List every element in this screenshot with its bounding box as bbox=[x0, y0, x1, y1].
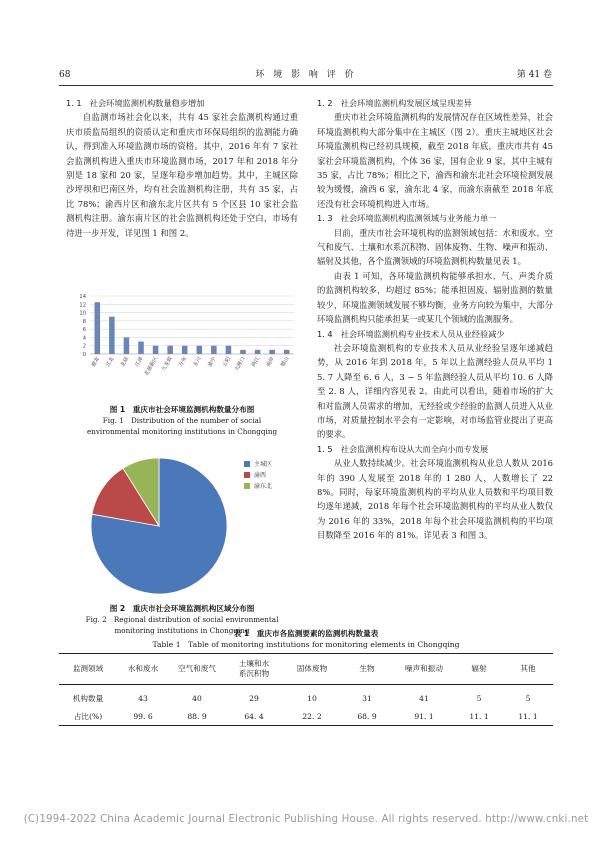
legend-swatch bbox=[244, 472, 250, 478]
table-cell: 5 bbox=[525, 693, 531, 703]
x-tick-label: 江北 bbox=[105, 356, 116, 368]
table-header-row bbox=[59, 654, 553, 685]
pie-chart-slices bbox=[91, 458, 227, 594]
page-number: 68 bbox=[59, 70, 71, 80]
bar-两江 bbox=[255, 350, 261, 354]
section-1-3-body-2: 由表 1 可知，各环境监测机构能够承担水、气、声类介质的监测机构较多，均超过 85%；能承担固废、辐射监测的数量较少，环境监测领域发展不够均衡，业务方向较为集中，大部分环境监测机构只能承担某一或某几个领域的监测服务。 bbox=[317, 270, 553, 325]
bar-北碚 bbox=[124, 337, 130, 354]
table-cell: 11. 1 bbox=[455, 707, 503, 726]
bar-江津 bbox=[138, 342, 144, 354]
copyright-footer: (C)1994-2022 China Academic Journal Electronic Publishing House. All rights reserved. http://www.cnki.net bbox=[23, 814, 589, 825]
table-1 bbox=[59, 653, 553, 726]
x-tick-label: 北碚 bbox=[119, 356, 131, 368]
table-cell: 机构数量 bbox=[72, 693, 104, 703]
section-1-3-heading: 1. 3 社会环境监测机构监测领域与业务能力单一 bbox=[317, 213, 497, 224]
bar-大渡口 bbox=[240, 350, 246, 354]
table-1-caption-en: Table 1 Table of monitoring institutions for monitoring elements in Chongqing bbox=[152, 640, 460, 649]
figure-1-bar-chart bbox=[66, 290, 298, 398]
section-1-5-heading: 1. 5 社会监测机构布设从大而全向小而专发展 bbox=[317, 443, 489, 454]
bar-chart-bars bbox=[95, 302, 290, 354]
table-cell: 64. 4 bbox=[225, 707, 283, 726]
table-cell: 占比(%) bbox=[59, 707, 117, 726]
table-cell: 29 bbox=[249, 693, 259, 703]
y-tick-label: 0 bbox=[82, 352, 86, 358]
bar-渝中 bbox=[211, 346, 217, 354]
legend-label: 渝西 bbox=[254, 472, 267, 479]
bar-chart-x-labels bbox=[89, 354, 291, 377]
bar-璧山 bbox=[284, 350, 290, 354]
table-cell: 其他 bbox=[503, 654, 553, 685]
table-cell: 68. 9 bbox=[341, 707, 393, 726]
left-column bbox=[66, 96, 298, 240]
table-cell: 固体废物 bbox=[283, 654, 341, 685]
bar-云阳 bbox=[226, 346, 232, 354]
table-cell: 11. 1 bbox=[503, 707, 553, 726]
table-cell: 88. 9 bbox=[169, 707, 225, 726]
figure-2-pie-chart bbox=[66, 450, 298, 598]
section-1-2-heading: 1. 2 社会环境监测机构发展区域呈现差异 bbox=[317, 98, 472, 108]
figure-1-caption bbox=[66, 404, 298, 437]
table-cell: 5 bbox=[476, 693, 482, 703]
y-tick-label: 6 bbox=[82, 327, 86, 334]
bar-万州 bbox=[182, 346, 188, 354]
table-cell: 91. 1 bbox=[393, 707, 455, 726]
section-1-5-body: 从业人数持续减少。社会环境监测机构从业总人数从 2016 年的 390 人发展至 2018 年的 1 280 人，人数增长了 228%。同时，每家环境监测机构的平均从业人员数和平均项目数均逐年递减，2018 年每个社会环境监测机构的平均从业人数仅为 2016 年的 33%，2018 年每个社会环境监测机构的平均项目数降至 2016 年的 81%。详见表 3 和图 3。 bbox=[317, 458, 553, 541]
table-cell: 99. 6 bbox=[117, 707, 169, 726]
y-tick-label: 4 bbox=[82, 335, 86, 342]
section-1-4-body: 社会环境监测机构的专业技术人员从业经验呈逐年递减趋势，从 2016 年到 2018 年，5 年以上监测经验人员从平均 15. 7 人降至 6. 6 人，3 ~ 5 年监测经验人员从平均 10. 6 人降至 2. 8 人，详细内容见表 2。由此可以看出，随着市场的扩大和对监测人员需求的增加，无经验或少经验的监测人员进入从业市场，对质量控制水平会有一定影响，对市场监管业提出了更高的要求。 bbox=[317, 342, 553, 440]
y-tick-label: 14 bbox=[79, 294, 86, 300]
section-1-4-heading: 1. 4 社会环境监测机构专业技术人员从业经验减少 bbox=[317, 328, 505, 339]
y-tick-label: 10 bbox=[79, 310, 86, 317]
y-tick-label: 8 bbox=[82, 318, 86, 325]
table-row-count bbox=[59, 685, 553, 708]
header-rule bbox=[59, 85, 553, 86]
table-cell: 43 bbox=[138, 693, 148, 703]
figure-2-caption-en-2: monitoring institutions in Chongqing bbox=[114, 626, 250, 635]
x-tick-label: 两江 bbox=[250, 356, 262, 368]
section-1-3-body-1: 目前，重庆市社会环境机构的监测领域包括：水和废水、空气和废气、土壤和水系沉积物、固体废物、生物、噪声和振动、辐射及其他，各个监测领域的环境监测机构数量见表 1。 bbox=[317, 227, 553, 267]
x-tick-label: 北部新区 bbox=[143, 356, 160, 377]
bar-南岸 bbox=[269, 350, 275, 354]
x-tick-label: 大渡口 bbox=[233, 356, 247, 373]
table-cell: 41 bbox=[419, 693, 429, 703]
bar-江北 bbox=[109, 317, 115, 354]
x-tick-label: 渝北 bbox=[90, 356, 102, 368]
pie-chart-legend bbox=[244, 460, 272, 490]
bar-永川 bbox=[197, 346, 203, 354]
bar-chart-gridlines bbox=[90, 296, 294, 354]
figure-2-caption-en-1: Fig. 2 Regional distribution of social environmental bbox=[85, 615, 279, 624]
y-tick-label: 2 bbox=[82, 343, 86, 350]
x-tick-label: 九龙坡 bbox=[160, 356, 174, 373]
table-cell: 10 bbox=[307, 693, 317, 703]
table-cell: 土壤和水 系沉积物 bbox=[225, 654, 283, 685]
x-tick-label: 璧山 bbox=[280, 356, 291, 368]
section-1-1-body: 自监测市场社会化以来，共有 45 家社会监测机构通过重庆市质监局组织的资质认定和重庆市环保局组织的监测能力确认，得到准入环境监测市场的资格。其中，2016 年有 7 家社会监测机构进入重庆市环境监测市场，2017 年和 2018 年分别是 18 家和 20 家，呈逐年稳步增加趋势。其中，主城区除沙坪坝和巴南区外，均有社会监测机构注册，共有 35 家，占比 78%；渝西片区和渝东北片区共有 5 个区县 10 家社会监测机构注册。渝东南片区的社会监测机构还处于空白，市场有待进一步开发，详见图 1 和图 2。 bbox=[66, 112, 298, 238]
x-tick-label: 永川 bbox=[192, 356, 204, 368]
table-cell: 31 bbox=[362, 693, 372, 703]
x-tick-label: 云阳 bbox=[221, 356, 233, 368]
figure-1-caption-zh: 图 1 重庆市社会环境监测机构数量分布图 bbox=[109, 405, 255, 414]
y-tick-label: 12 bbox=[79, 302, 86, 309]
legend-label: 主城区 bbox=[254, 461, 273, 468]
table-cell: 噪声和振动 bbox=[393, 654, 455, 685]
table-1-caption bbox=[0, 628, 612, 650]
figure-1-caption-en-1: Fig. 1 Distribution of the number of social bbox=[102, 416, 262, 425]
table-cell: 空气和废气 bbox=[169, 654, 225, 685]
bar-渝北 bbox=[95, 302, 101, 354]
table-cell: 辐射 bbox=[455, 654, 503, 685]
table-cell: 监测领域 bbox=[59, 654, 117, 685]
legend-label: 渝东北 bbox=[254, 483, 273, 490]
table-row-percent bbox=[59, 707, 553, 726]
journal-title: 环 境 影 响 评 价 bbox=[255, 70, 357, 80]
volume-label: 第 41 卷 bbox=[516, 70, 552, 80]
table-cell: 40 bbox=[192, 693, 202, 703]
section-1-1-heading: 1. 1 社会环境监测机构数量稳步增加 bbox=[66, 98, 205, 108]
figure-1-caption-en-2: environmental monitoring institutions in Chongqing bbox=[86, 427, 278, 436]
legend-swatch bbox=[244, 461, 250, 467]
table-cell: 水和废水 bbox=[117, 654, 169, 685]
x-tick-label: 江津 bbox=[134, 356, 145, 368]
figure-2-caption-zh: 图 2 重庆市社会环境监测机构区域分布图 bbox=[109, 604, 255, 613]
bar-九龙坡 bbox=[167, 346, 173, 354]
table-cell: 生物 bbox=[341, 654, 393, 685]
section-1-2-body: 重庆市社会环境监测机构的发展情况存在区域性差异，社会环境监测机构大部分集中在主城区（图 2）。重庆主城地区社会环境监测机构已经初具规模，截至 2018 年底，重庆市共有 45 家社会环境监测机构，个体 36 家，国有企业 9 家，其中主城有 35 家，占比 78%；相比之下，渝西和渝东北社会环境检测发展较为缓慢，渝西 6 家，渝东北 4 家，而渝东南截至 2018 年底还没有社会环境机构进入市场。 bbox=[317, 112, 554, 209]
right-column bbox=[317, 96, 553, 543]
x-tick-label: 万州 bbox=[178, 356, 189, 368]
legend-swatch bbox=[244, 483, 250, 489]
bar-chart-y-ticks bbox=[79, 294, 86, 358]
x-tick-label: 渝中 bbox=[207, 356, 218, 368]
table-1-caption-zh: 表 1 重庆市各监测要素的监测机构数量表 bbox=[233, 629, 379, 638]
x-tick-label: 南岸 bbox=[265, 356, 276, 368]
table-cell: 22. 2 bbox=[283, 707, 341, 726]
bar-北部新区 bbox=[153, 346, 159, 354]
